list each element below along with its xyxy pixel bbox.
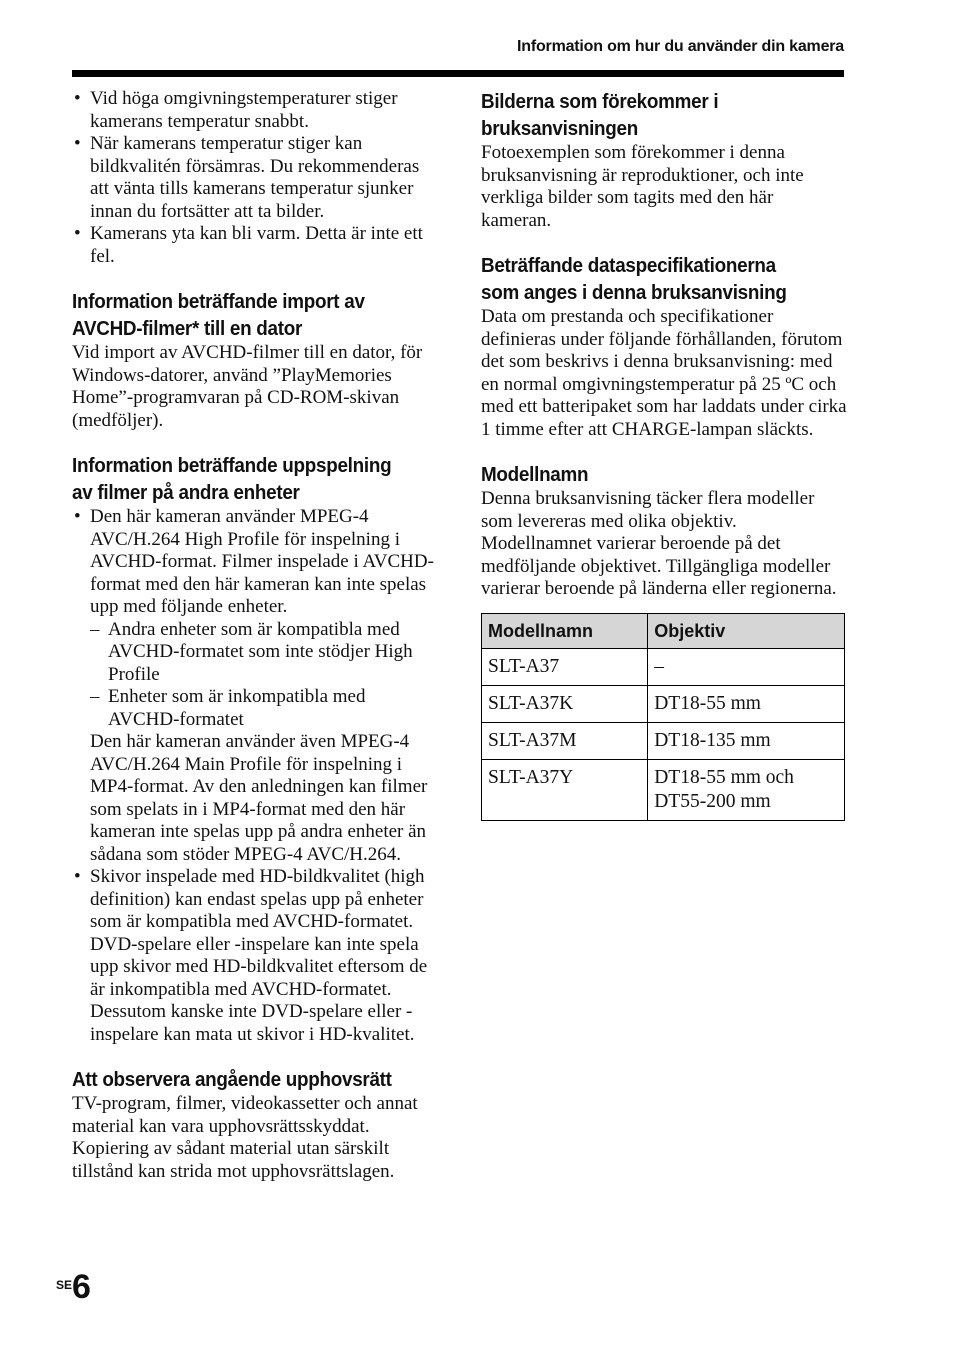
playback-heading-line1: Information beträffande uppspelning xyxy=(72,454,392,477)
model-cell: SLT-A37K xyxy=(482,685,648,722)
table-row xyxy=(482,722,845,759)
model-table xyxy=(481,613,845,821)
specs-heading-line1: Beträffande dataspecifikationerna xyxy=(481,254,776,277)
copyright-body: TV-program, filmer, videokassetter och annat material kan vara upphovsrättsskyddat. Kopiering av sådant material utan särskilt tillstånd kan strida mot upphovsrättslagen. xyxy=(72,1093,418,1182)
bullet-item: • När kamerans temperatur stiger kan bildkvalitén försämras. Du rekommenderas att vänta tills kamerans temperatur sjunker innan du fortsätter att ta bilder. xyxy=(72,133,440,223)
playback-bullet1-continuation: Den här kameran använder även MPEG-4 AVC/H.264 Main Profile för inspelning i MP4-format. Av den anledningen kan filmer som spelats in i MP4-format med den här kameran inte spelas upp på andra enheter än sådana som stöder MPEG-4 AVC/H.264. xyxy=(90,731,428,865)
temperature-bullet-list xyxy=(72,88,440,268)
playback-heading-line2: av filmer på andra enheter xyxy=(72,481,300,504)
bullet-item xyxy=(72,506,440,866)
model-body: Denna bruksanvisning täcker flera modeller som levereras med olika objektiv. Modellnamnet varierar beroende på det medföljande objektivet. Tillgängliga modeller varierar beroende på länderna eller regionerna. xyxy=(481,488,837,599)
running-header: Information om hur du använder din kamera xyxy=(517,38,844,55)
images-heading-line1: Bilderna som förekommer i xyxy=(481,90,719,113)
import-body: Vid import av AVCHD-filmer till en dator, för Windows-datorer, använd ”PlayMemories Home”-programvaran på CD-ROM-skivan (medföljer). xyxy=(72,342,423,431)
column-header-model: Modellnamn xyxy=(482,613,648,648)
model-cell: SLT-A37M xyxy=(482,722,648,759)
images-body: Fotoexemplen som förekommer i denna bruksanvisning är reproduktioner, och inte verkliga bilder som tagits med den här kameran. xyxy=(481,142,804,231)
right-column xyxy=(481,88,847,821)
copyright-heading: Att observera angående upphovsrätt xyxy=(72,1068,392,1091)
specs-body: Data om prestanda och specifikationer definieras under följande förhållanden, förutom det som beskrivs i denna bruksanvisning: med en normal omgivningstemperatur på 25 ºC och med ett batteripaket som har laddats under cirka 1 timme efter att CHARGE-lampan släckts. xyxy=(481,306,847,440)
playback-heading xyxy=(72,452,411,506)
header-rule xyxy=(72,70,844,77)
lens-cell: DT18-55 mm xyxy=(648,685,845,722)
images-heading-line2: bruksanvisningen xyxy=(481,117,638,140)
import-heading xyxy=(72,288,411,342)
specs-heading-line2: som anges i denna bruksanvisning xyxy=(481,281,787,304)
images-heading xyxy=(481,88,818,142)
model-cell: SLT-A37 xyxy=(482,648,648,685)
incompatible-devices-list xyxy=(90,619,440,732)
table-row xyxy=(482,759,845,820)
lens-cell: – xyxy=(648,648,845,685)
import-heading-line2: AVCHD-filmer* till en dator xyxy=(72,317,303,340)
model-cell: SLT-A37Y xyxy=(482,759,648,820)
specs-heading xyxy=(481,252,818,306)
bullet-item: • Skivor inspelade med HD-bildkvalitet (high definition) kan endast spelas upp på enheter som är kompatibla med AVCHD-formatet. DVD-spelare eller -inspelare kan inte spela upp skivor med HD-bildkvalitet eftersom de är inkompatibla med AVCHD-formatet. Dessutom kanske inte DVD-spelare eller -inspelare kan mata ut skivor i HD-kvalitet. xyxy=(72,866,440,1046)
page-number xyxy=(56,1268,91,1307)
bullet-item: • Vid höga omgivningstemperaturer stiger kamerans temperatur snabbt. xyxy=(72,88,440,133)
playback-bullet1-text: Den här kameran använder MPEG-4 AVC/H.264 High Profile för inspelning i AVCHD-format. Filmer inspelade i AVCHD-format med den här kameran kan inte spelas upp med följande enheter. xyxy=(90,506,434,617)
lens-cell: DT18-135 mm xyxy=(648,722,845,759)
table-row xyxy=(482,648,845,685)
lens-cell: DT18-55 mm och DT55-200 mm xyxy=(648,759,845,820)
playback-bullet-list xyxy=(72,506,440,1046)
table-header-row xyxy=(482,613,845,648)
page-number-value: 6 xyxy=(72,1268,91,1306)
left-column xyxy=(72,88,440,1183)
table-row xyxy=(482,685,845,722)
dash-item: – Andra enheter som är kompatibla med AVCHD-formatet som inte stödjer High Profile xyxy=(90,619,440,687)
bullet-item: • Kamerans yta kan bli varm. Detta är inte ett fel. xyxy=(72,223,440,268)
column-header-lens: Objektiv xyxy=(648,613,845,648)
import-heading-line1: Information beträffande import av xyxy=(72,290,365,313)
model-heading: Modellnamn xyxy=(481,463,589,486)
dash-item: – Enheter som är inkompatibla med AVCHD-formatet xyxy=(90,686,440,731)
page-prefix: SE xyxy=(56,1278,73,1292)
